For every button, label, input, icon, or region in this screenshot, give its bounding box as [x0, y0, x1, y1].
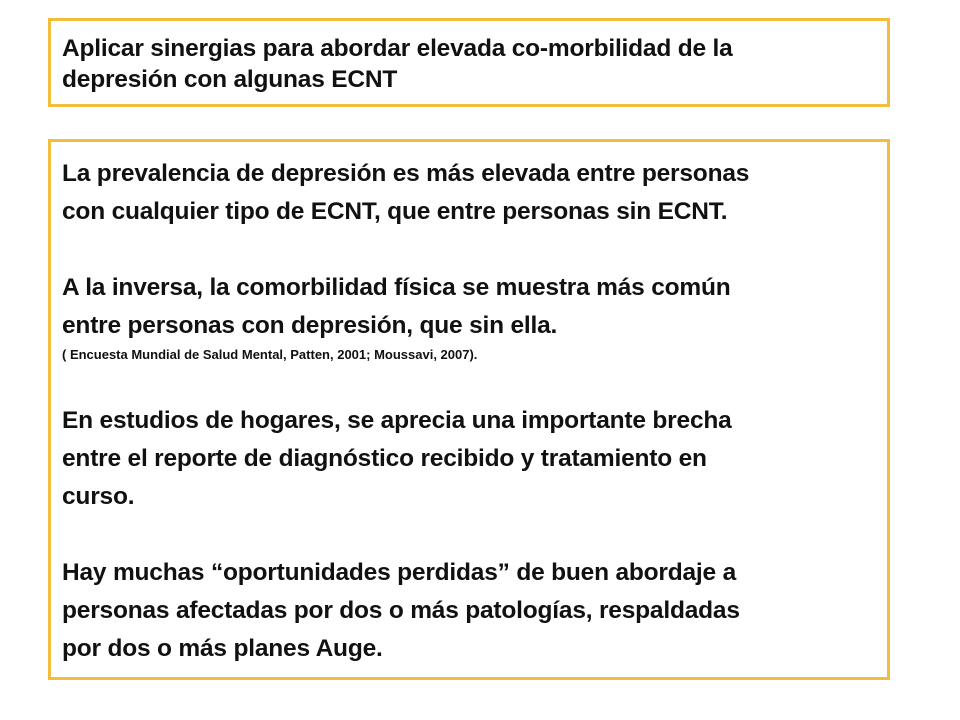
content-box: [48, 139, 890, 680]
text-line: La prevalencia de depresión es más elevada entre personas: [62, 160, 750, 187]
text-line: curso.: [62, 483, 135, 510]
slide-title: [62, 33, 887, 95]
text-line: A la inversa, la comorbilidad física se muestra más común: [62, 274, 731, 301]
title-line-1: Aplicar sinergias para abordar elevada co-morbilidad de la: [62, 35, 733, 62]
spacer: [62, 364, 887, 402]
spacer: [62, 231, 887, 269]
paragraph-household-studies: [62, 402, 887, 516]
title-line-2: depresión con algunas ECNT: [62, 66, 398, 93]
text-line: entre el reporte de diagnóstico recibido y tratamiento en: [62, 445, 707, 472]
text-line: personas afectadas por dos o más patologías, respaldadas: [62, 597, 740, 624]
text-line: por dos o más planes Auge.: [62, 635, 383, 662]
paragraph-missed-opportunities: [62, 554, 887, 668]
text-line: En estudios de hogares, se aprecia una importante brecha: [62, 407, 732, 434]
text-line: con cualquier tipo de ECNT, que entre personas sin ECNT.: [62, 198, 728, 225]
text-line: Hay muchas “oportunidades perdidas” de buen abordaje a: [62, 559, 736, 586]
spacer: [62, 516, 887, 554]
paragraph-prevalence: [62, 155, 887, 231]
paragraph-comorbidity: [62, 269, 887, 345]
citation: ( Encuesta Mundial de Salud Mental, Patten, 2001; Moussavi, 2007).: [62, 347, 478, 362]
text-line: entre personas con depresión, que sin ella.: [62, 312, 558, 339]
title-box: [48, 18, 890, 107]
